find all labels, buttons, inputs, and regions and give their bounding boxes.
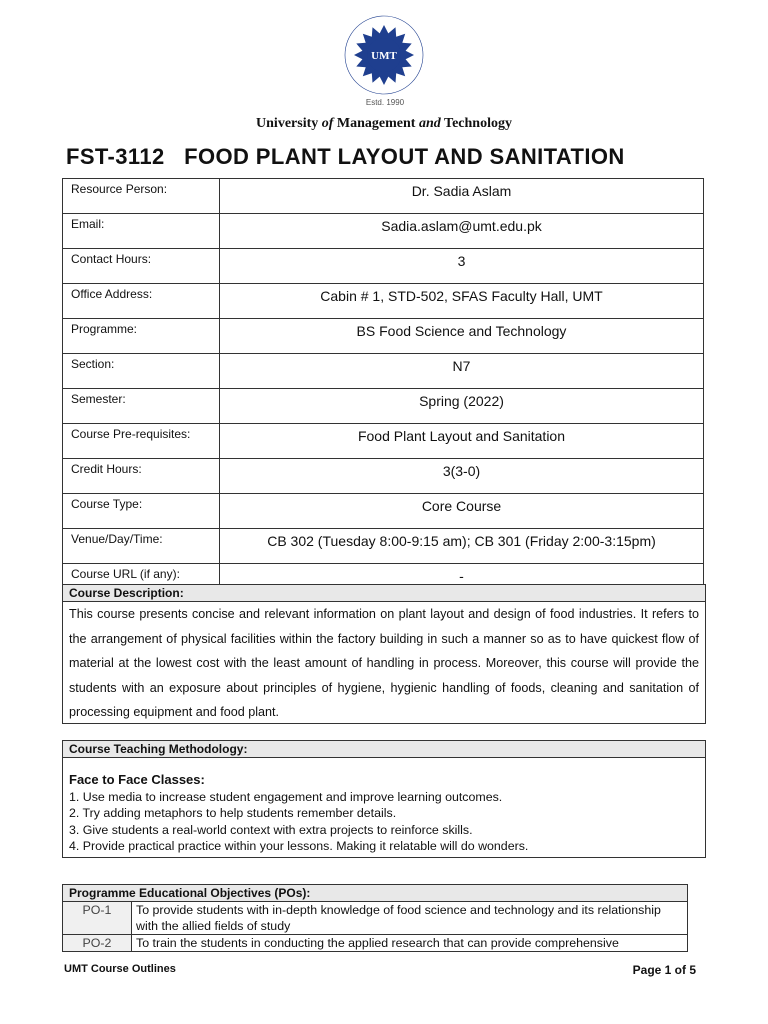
face-to-face-heading: Face to Face Classes:: [69, 772, 205, 787]
course-description-heading: Course Description:: [63, 585, 705, 602]
info-value: 3: [220, 249, 704, 284]
info-value: -: [220, 564, 704, 599]
course-description-text: This course presents concise and relevant information on plant layout and design of food industries. It refers to the arrangement of physical facilities within the factory building in such a manner so as to have quickest flow of material at the lowest cost with the least amount of handling in process. Moreover, this course will provide the students with an exposure about principles of hygiene, hygienic handling of foods, cleaning and sanitation of processing equipment and food plant.: [69, 607, 699, 719]
info-row: [63, 529, 704, 564]
info-row: [63, 424, 704, 459]
footer-left: UMT Course Outlines: [64, 963, 176, 975]
info-row: [63, 494, 704, 529]
info-row: [63, 459, 704, 494]
po-text: To provide students with in-depth knowledge of food science and technology and its relationship with the allied fields of study: [132, 902, 688, 935]
established-year: Estd. 1990: [365, 98, 405, 107]
pos-box: [62, 884, 688, 952]
info-row: [63, 354, 704, 389]
info-value: CB 302 (Tuesday 8:00-9:15 am); CB 301 (Friday 2:00-3:15pm): [220, 529, 704, 564]
methodology-item: 1. Use media to increase student engagement and improve learning outcomes.: [69, 789, 503, 804]
info-value: Cabin # 1, STD-502, SFAS Faculty Hall, UMT: [220, 284, 704, 319]
info-label: Credit Hours:: [63, 459, 220, 494]
methodology-item: 3. Give students a real-world context with extra projects to reinforce skills.: [69, 822, 473, 837]
umt-logo: [343, 14, 425, 96]
info-value: Spring (2022): [220, 389, 704, 424]
po-row: [63, 935, 687, 952]
course-title: FST-3112 FOOD PLANT LAYOUT AND SANITATION: [66, 144, 625, 169]
page-number: Page 1 of 5: [632, 963, 696, 977]
methodology-item: 2. Try adding metaphors to help students remember details.: [69, 806, 397, 820]
info-row: [63, 249, 704, 284]
university-name: University of Management and Technology: [256, 116, 512, 131]
course-description-box: [62, 584, 706, 724]
info-row: [63, 179, 704, 214]
info-label: Course Pre-requisites:: [63, 424, 220, 459]
info-label: Course Type:: [63, 494, 220, 529]
info-row: [63, 389, 704, 424]
info-value: N7: [220, 354, 704, 389]
info-label: Email:: [63, 214, 220, 249]
methodology-item: 4. Provide practical practice within your lessons. Making it relatable will do wonders.: [69, 839, 529, 853]
info-value: Dr. Sadia Aslam: [220, 179, 704, 214]
info-label: Resource Person:: [63, 179, 220, 214]
info-row: [63, 284, 704, 319]
po-code: PO-1: [63, 902, 132, 935]
info-label: Course URL (if any):: [63, 564, 220, 599]
info-row: [63, 214, 704, 249]
svg-text:UMT: UMT: [371, 50, 397, 62]
info-label: Office Address:: [63, 284, 220, 319]
info-label: Programme:: [63, 319, 220, 354]
info-label: Contact Hours:: [63, 249, 220, 284]
info-value: BS Food Science and Technology: [220, 319, 704, 354]
info-row: [63, 319, 704, 354]
course-info-table: [62, 178, 704, 599]
info-label: Section:: [63, 354, 220, 389]
info-value: Core Course: [220, 494, 704, 529]
teaching-methodology-heading: Course Teaching Methodology:: [63, 741, 705, 758]
info-value: Food Plant Layout and Sanitation: [220, 424, 704, 459]
po-code: PO-2: [63, 935, 132, 952]
info-label: Semester:: [63, 389, 220, 424]
info-value: Sadia.aslam@umt.edu.pk: [220, 214, 704, 249]
info-label: Venue/Day/Time:: [63, 529, 220, 564]
pos-heading: Programme Educational Objectives (POs):: [63, 885, 687, 901]
po-text: To train the students in conducting the applied research that can provide comprehensive: [132, 935, 688, 952]
info-value: 3(3-0): [220, 459, 704, 494]
teaching-methodology-box: [62, 740, 706, 858]
po-row: [63, 902, 687, 935]
